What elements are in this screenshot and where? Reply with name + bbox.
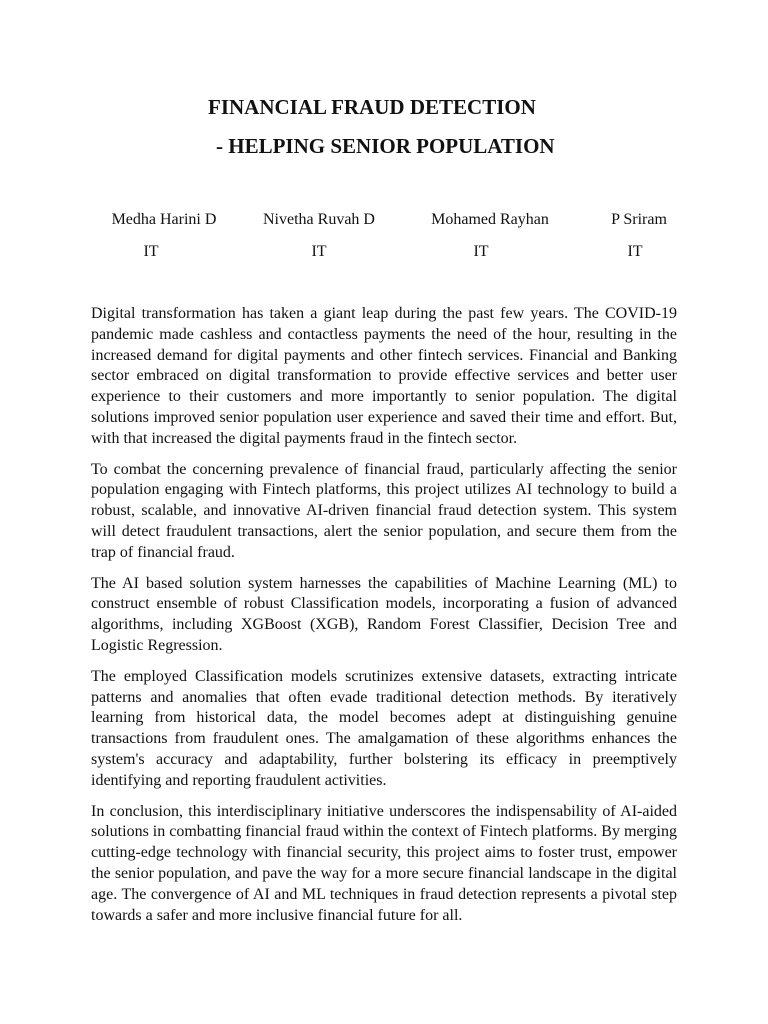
author-1: [84, 210, 244, 262]
author-dept: IT: [311, 243, 327, 260]
title-line-2: - HELPING SENIOR POPULATION: [216, 134, 555, 158]
paragraph-2: To combat the concerning prevalence of financial fraud, particularly affecting the senior population engaging with Fintech platforms, this project utilizes AI technology to build a robust, scalable, and innovative AI-driven financial fraud detection system. This system will detect fraudulent transactions, alert the senior population, and secure them from the trap of financial fraud.: [91, 460, 677, 561]
author-3: [410, 210, 570, 262]
author-4: [559, 210, 719, 262]
author-dept: IT: [473, 243, 489, 260]
title-line-1: FINANCIAL FRAUD DETECTION: [208, 95, 536, 119]
paragraph-3: The AI based solution system harnesses the capabilities of Machine Learning (ML) to construct ensemble of robust Classification models, incorporating a fusion of advanced algorithms, including XGBoost (XGB), Random Forest Classifier, Decision Tree and Logistic Regression.: [91, 574, 677, 654]
paragraph-4: The employed Classification models scrutinizes extensive datasets, extracting intricate patterns and anomalies that often evade traditional detection methods. By iteratively learning from historical data, the model becomes adept at distinguishing genuine transactions from fraudulent ones. The amalgamation of these algorithms enhances the system's accuracy and adaptability, further bolstering its efficacy in preemptively identifying and reporting fraudulent activities.: [91, 667, 677, 789]
author-name: P Sriram: [611, 211, 667, 228]
author-2: [239, 210, 399, 262]
author-dept: IT: [627, 243, 643, 260]
author-name: Mohamed Rayhan: [431, 211, 549, 228]
author-dept: IT: [143, 243, 159, 260]
paragraph-5: In conclusion, this interdisciplinary initiative underscores the indispensability of AI-aided solutions in combatting financial fraud within the context of Fintech platforms. By merging cutting-edge technology with financial security, this project aims to foster trust, empower the senior population, and pave the way for a more secure financial landscape in the digital age. The convergence of AI and ML techniques in fraud detection represents a pivotal step towards a safer and more inclusive financial future for all.: [91, 802, 677, 924]
author-name: Medha Harini D: [111, 211, 217, 228]
author-name: Nivetha Ruvah D: [263, 211, 375, 228]
paragraph-1: Digital transformation has taken a giant leap during the past few years. The COVID-19 pandemic made cashless and contactless payments the need of the hour, resulting in the increased demand for digital payments and other fintech services. Financial and Banking sector embraced on digital transformation to provide effective services and better user experience to their customers and more importantly to senior population. The digital solutions improved senior population user experience and saved their time and effort. But, with that increased the digital payments fraud in the fintech sector.: [91, 305, 677, 447]
abstract-body: [91, 304, 677, 936]
